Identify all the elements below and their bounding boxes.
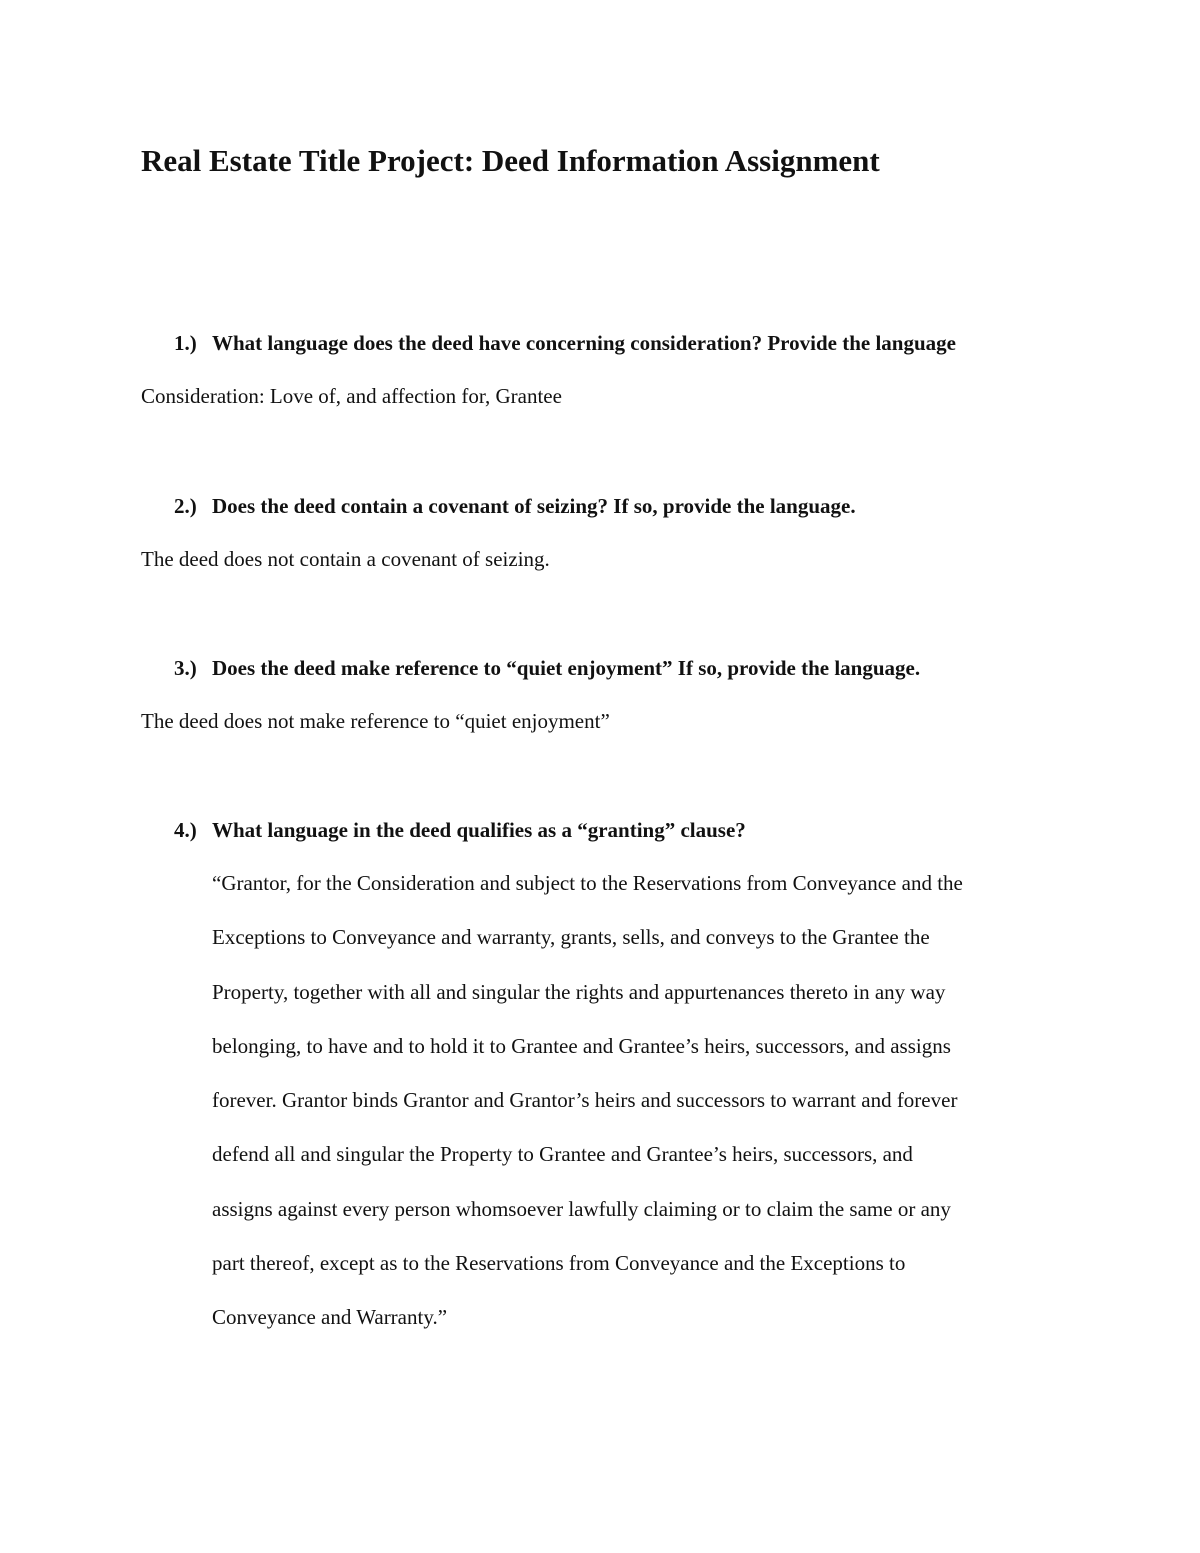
question-text: What language in the deed qualifies as a “granting” clause? <box>212 818 746 842</box>
quote-line: defend all and singular the Property to Grantee and Grantee’s heirs, successors, and <box>212 1142 913 1167</box>
granting-clause-quote <box>212 867 1072 1356</box>
answer-1: Consideration: Love of, and affection for, Grantee <box>141 384 562 408</box>
question-4 <box>174 816 746 844</box>
quote-line: Property, together with all and singular the rights and appurtenances thereto in any way <box>212 979 946 1004</box>
question-1 <box>174 329 956 357</box>
question-2 <box>174 492 856 520</box>
question-number: 2.) <box>174 494 197 518</box>
quote-line: belonging, to have and to hold it to Grantee and Grantee’s heirs, successors, and assigns <box>212 1033 951 1058</box>
quote-line: part thereof, except as to the Reservations from Conveyance and the Exceptions to <box>212 1251 906 1276</box>
question-number: 1.) <box>174 331 197 355</box>
question-3 <box>174 654 920 682</box>
quote-line: assigns against every person whomsoever lawfully claiming or to claim the same or any <box>212 1196 951 1221</box>
question-text: What language does the deed have concerning consideration? Provide the language <box>212 331 956 355</box>
quote-line: “Grantor, for the Consideration and subject to the Reservations from Conveyance and the <box>212 871 963 895</box>
quote-line: Conveyance and Warranty.” <box>212 1305 448 1330</box>
question-text: Does the deed make reference to “quiet enjoyment” If so, provide the language. <box>212 656 921 680</box>
question-number: 4.) <box>174 818 197 842</box>
quote-line: forever. Grantor binds Grantor and Grantor’s heirs and successors to warrant and forever <box>212 1088 958 1113</box>
document-title: Real Estate Title Project: Deed Information Assignment <box>141 143 880 178</box>
question-text: Does the deed contain a covenant of seizing? If so, provide the language. <box>212 494 856 518</box>
quote-line: Exceptions to Conveyance and warranty, grants, sells, and conveys to the Grantee the <box>212 925 930 950</box>
answer-3: The deed does not make reference to “quiet enjoyment” <box>141 709 610 733</box>
question-number: 3.) <box>174 656 197 680</box>
answer-2: The deed does not contain a covenant of seizing. <box>141 547 550 571</box>
